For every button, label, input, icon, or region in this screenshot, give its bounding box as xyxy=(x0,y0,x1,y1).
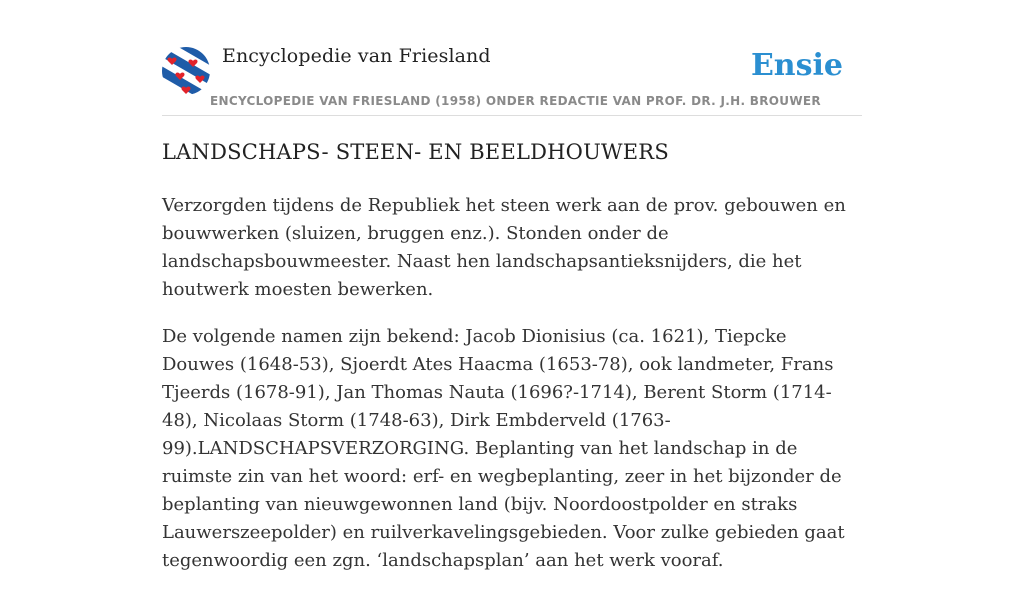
article-paragraph-1: Verzorgden tijdens de Republiek het steen werk aan de prov. gebouwen en bouwwerken (sluizen, bruggen enz.). Stonden onder de landschapsbouwmeester. Naast hen landschapsantieksnijders, die het houtwerk moesten bewerken. xyxy=(162,195,846,300)
header-divider xyxy=(162,115,862,116)
encyclopedia-subtitle: ENCYCLOPEDIE VAN FRIESLAND (1958) ONDER REDACTIE VAN PROF. DR. J.H. BROUWER xyxy=(210,94,821,108)
article-body xyxy=(162,192,857,594)
frisian-flag-logo-icon[interactable] xyxy=(162,47,210,95)
article-title: LANDSCHAPS- STEEN- EN BEELDHOUWERS xyxy=(162,140,669,164)
site-title[interactable]: Encyclopedie van Friesland xyxy=(222,45,491,67)
article-paragraph-2: De volgende namen zijn bekend: Jacob Dionisius (ca. 1621), Tiepcke Douwes (1648-53), Sjoerdt Ates Haacma (1653-78), ook landmeter, Frans Tjeerds (1678-91), Jan Thomas Nauta (1696?-1714), Berent Storm (1714-48), Nicolaas Storm (1748-63), Dirk Embderveld (1763-99).LANDSCHAPSVERZORGING. Beplanting van het landschap in de ruimste zin van het woord: erf- en wegbeplanting, zeer in het bijzonder de beplanting van nieuwgewonnen land (bijv. Noordoostpolder en straks Lauwerszeepolder) en ruilverkavelingsgebieden. Voor zulke gebieden gaat tegenwoordig een zgn. ‘landschapsplan’ aan het werk vooraf. xyxy=(162,326,845,571)
ensie-brand-logo[interactable]: Ensie xyxy=(750,48,843,83)
